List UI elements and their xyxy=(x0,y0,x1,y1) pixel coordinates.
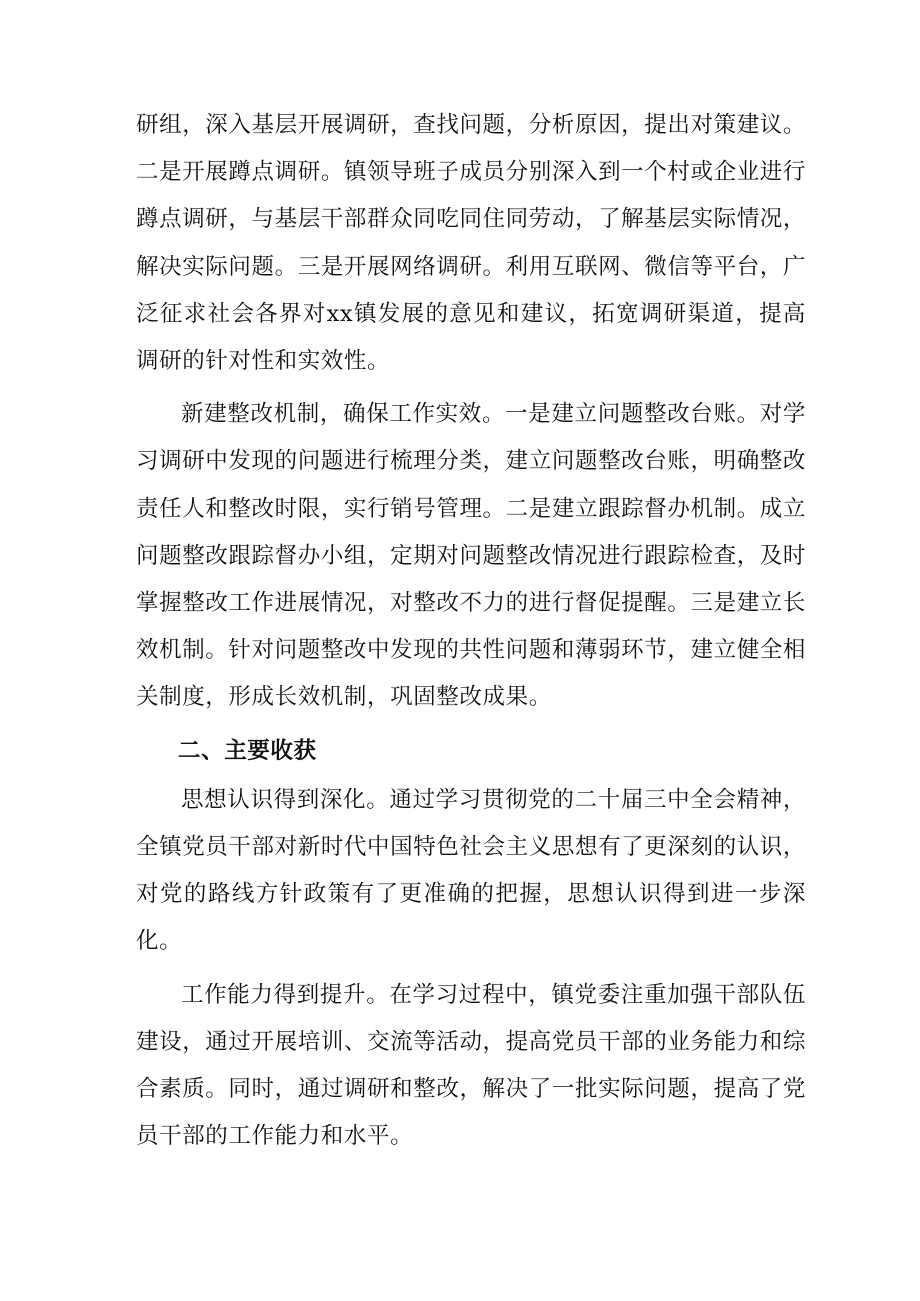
paragraph-rectification-mechanism: 新建整改机制，确保工作实效。一是建立问题整改台账。对学习调研中发现的问题进行梳理分类，建立问题整改台账，明确整改责任人和整改时限，实行销号管理。二是建立跟踪督办机制。成立问题整改跟踪督办小组，定期对问题整改情况进行跟踪检查，及时掌握整改工作进展情况，对整改不力的进行督促提醒。三是建立长效机制。针对问题整改中发现的共性问题和薄弱环节，建立健全相关制度，形成长效机制，巩固整改成果。 xyxy=(136,401,806,711)
paragraph-ability-improved: 工作能力得到提升。在学习过程中，镇党委注重加强干部队伍建设，通过开展培训、交流等活动，提高党员干部的业务能力和综合素质。同时，通过调研和整改，解决了一批实际问题，提高了党员干部的工作能力和水平。 xyxy=(136,981,806,1150)
section-heading-main-gains: 二、主要收获 xyxy=(178,737,317,764)
document-body xyxy=(136,102,806,1160)
paragraph-thinking-deepened: 思想认识得到深化。通过学习贯彻党的二十届三中全会精神，全镇党员干部对新时代中国特色社会主义思想有了更深刻的认识，对党的路线方针政策有了更准确的把握，思想认识得到进一步深化。 xyxy=(136,786,806,955)
paragraph-research-continued: 研组，深入基层开展调研，查找问题，分析原因，提出对策建议。二是开展蹲点调研。镇领导班子成员分别深入到一个村或企业进行蹲点调研，与基层干部群众同吃同住同劳动，了解基层实际情况，解决实际问题。三是开展网络调研。利用互联网、微信等平台，广泛征求社会各界对xx镇发展的意见和建议，拓宽调研渠道，提高调研的针对性和实效性。 xyxy=(136,112,806,375)
